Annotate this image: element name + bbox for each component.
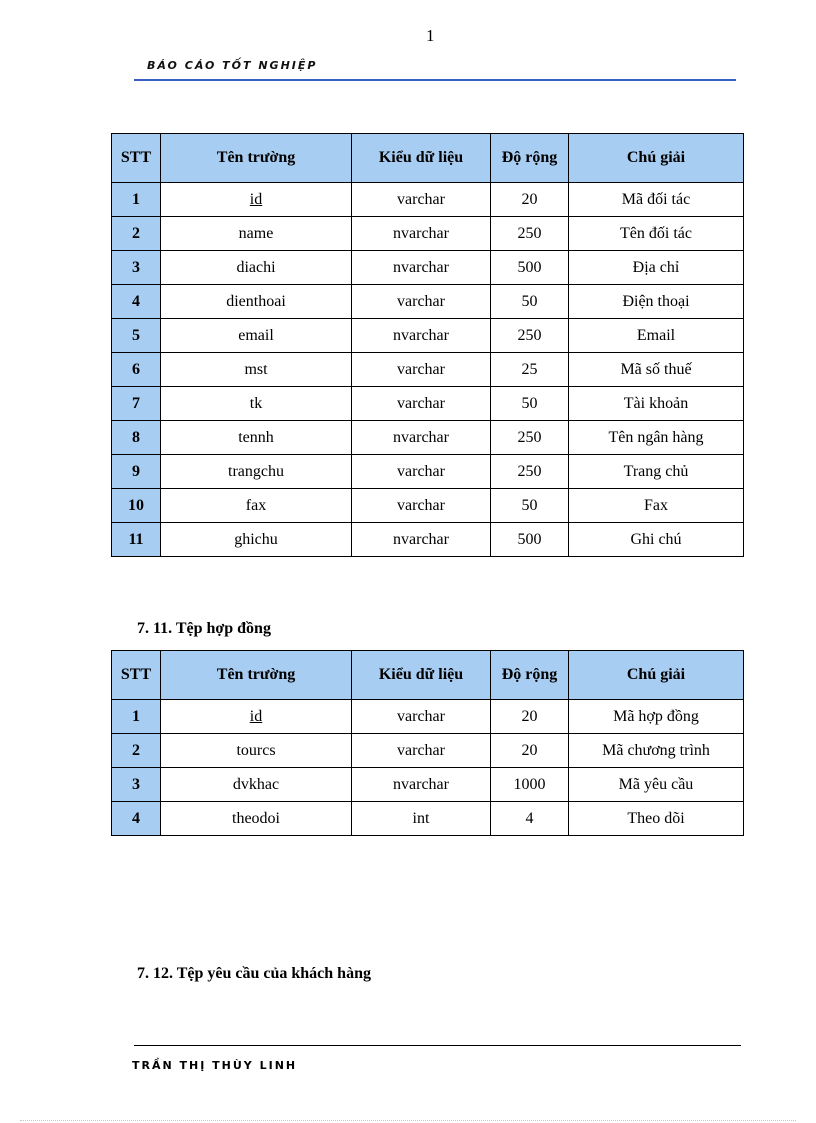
cell-note: Fax — [569, 489, 744, 523]
table-row — [112, 353, 744, 387]
cell-field-name: trangchu — [161, 455, 352, 489]
cell-field-name: diachi — [161, 251, 352, 285]
header-rule — [134, 79, 736, 81]
contract-fields-table — [111, 650, 744, 836]
cell-width: 25 — [491, 353, 569, 387]
cell-field-name: tk — [161, 387, 352, 421]
cell-width: 50 — [491, 387, 569, 421]
column-header-data-type: Kiểu dữ liệu — [352, 651, 491, 700]
cell-data-type: int — [352, 802, 491, 836]
cell-width: 500 — [491, 523, 569, 557]
partner-fields-table — [111, 133, 744, 557]
cell-note: Email — [569, 319, 744, 353]
cell-note: Mã chương trình — [569, 734, 744, 768]
cell-data-type: nvarchar — [352, 523, 491, 557]
cell-data-type: varchar — [352, 387, 491, 421]
cell-field-name: mst — [161, 353, 352, 387]
cell-field-name: tennh — [161, 421, 352, 455]
cell-data-type: nvarchar — [352, 319, 491, 353]
cell-stt: 6 — [112, 353, 161, 387]
page-bottom-border — [20, 1120, 796, 1121]
cell-note: Mã đối tác — [569, 183, 744, 217]
cell-field-name: ghichu — [161, 523, 352, 557]
cell-data-type: varchar — [352, 285, 491, 319]
table-row — [112, 387, 744, 421]
cell-field-name: email — [161, 319, 352, 353]
cell-width: 250 — [491, 455, 569, 489]
cell-note: Theo dõi — [569, 802, 744, 836]
footer-author-name: TRẦN THỊ THÙY LINH — [132, 1059, 298, 1072]
cell-note: Mã số thuế — [569, 353, 744, 387]
cell-data-type: nvarchar — [352, 421, 491, 455]
table-row — [112, 319, 744, 353]
cell-width: 50 — [491, 285, 569, 319]
footer-rule — [134, 1045, 741, 1046]
cell-note: Mã yêu cầu — [569, 768, 744, 802]
cell-width: 20 — [491, 700, 569, 734]
cell-field-name: theodoi — [161, 802, 352, 836]
cell-field-name: tourcs — [161, 734, 352, 768]
cell-field-name: dvkhac — [161, 768, 352, 802]
cell-width: 250 — [491, 319, 569, 353]
column-header-stt: STT — [112, 134, 161, 183]
cell-stt: 2 — [112, 734, 161, 768]
page-number: 1 — [426, 26, 435, 45]
cell-field-name — [161, 700, 352, 734]
column-header-width: Độ rộng — [491, 651, 569, 700]
primary-key-label: id — [249, 190, 263, 208]
cell-width: 500 — [491, 251, 569, 285]
cell-data-type: nvarchar — [352, 768, 491, 802]
table-row — [112, 251, 744, 285]
column-header-data-type: Kiểu dữ liệu — [352, 134, 491, 183]
cell-stt: 2 — [112, 217, 161, 251]
table-row — [112, 489, 744, 523]
table-row — [112, 768, 744, 802]
cell-stt: 11 — [112, 523, 161, 557]
cell-note: Trang chủ — [569, 455, 744, 489]
cell-stt: 9 — [112, 455, 161, 489]
cell-note: Mã hợp đồng — [569, 700, 744, 734]
cell-note: Tài khoản — [569, 387, 744, 421]
table-row — [112, 217, 744, 251]
table-row — [112, 700, 744, 734]
cell-width: 20 — [491, 734, 569, 768]
cell-data-type: nvarchar — [352, 251, 491, 285]
cell-field-name: fax — [161, 489, 352, 523]
cell-field-name: name — [161, 217, 352, 251]
cell-data-type: varchar — [352, 183, 491, 217]
cell-data-type: varchar — [352, 489, 491, 523]
column-header-stt: STT — [112, 651, 161, 700]
cell-stt: 10 — [112, 489, 161, 523]
cell-note: Ghi chú — [569, 523, 744, 557]
cell-width: 4 — [491, 802, 569, 836]
table-row — [112, 285, 744, 319]
cell-width: 250 — [491, 421, 569, 455]
cell-data-type: varchar — [352, 734, 491, 768]
table-row — [112, 421, 744, 455]
cell-width: 20 — [491, 183, 569, 217]
cell-stt: 1 — [112, 700, 161, 734]
cell-note: Tên đối tác — [569, 217, 744, 251]
cell-note: Điện thoại — [569, 285, 744, 319]
cell-stt: 5 — [112, 319, 161, 353]
cell-stt: 7 — [112, 387, 161, 421]
header-title: BÁO CÁO TỐT NGHIỆP — [147, 59, 318, 72]
cell-stt: 3 — [112, 768, 161, 802]
cell-data-type: nvarchar — [352, 217, 491, 251]
table-header-row — [112, 651, 744, 700]
cell-stt: 8 — [112, 421, 161, 455]
cell-note: Tên ngân hàng — [569, 421, 744, 455]
table-row — [112, 734, 744, 768]
cell-field-name — [161, 183, 352, 217]
cell-stt: 1 — [112, 183, 161, 217]
column-header-note: Chú giải — [569, 651, 744, 700]
table-row — [112, 183, 744, 217]
column-header-field-name: Tên trường — [161, 651, 352, 700]
column-header-note: Chú giải — [569, 134, 744, 183]
cell-width: 1000 — [491, 768, 569, 802]
cell-width: 50 — [491, 489, 569, 523]
cell-width: 250 — [491, 217, 569, 251]
section-heading-contract-file: 7. 11. Tệp hợp đồng — [137, 620, 271, 637]
column-header-field-name: Tên trường — [161, 134, 352, 183]
table-row — [112, 802, 744, 836]
column-header-width: Độ rộng — [491, 134, 569, 183]
cell-stt: 4 — [112, 802, 161, 836]
cell-data-type: varchar — [352, 700, 491, 734]
table-header-row — [112, 134, 744, 183]
table-row — [112, 455, 744, 489]
cell-note: Địa chỉ — [569, 251, 744, 285]
cell-stt: 4 — [112, 285, 161, 319]
cell-stt: 3 — [112, 251, 161, 285]
table-row — [112, 523, 744, 557]
cell-field-name: dienthoai — [161, 285, 352, 319]
primary-key-label: id — [249, 707, 263, 725]
section-heading-customer-request-file: 7. 12. Tệp yêu cầu của khách hàng — [137, 965, 371, 982]
cell-data-type: varchar — [352, 455, 491, 489]
cell-data-type: varchar — [352, 353, 491, 387]
